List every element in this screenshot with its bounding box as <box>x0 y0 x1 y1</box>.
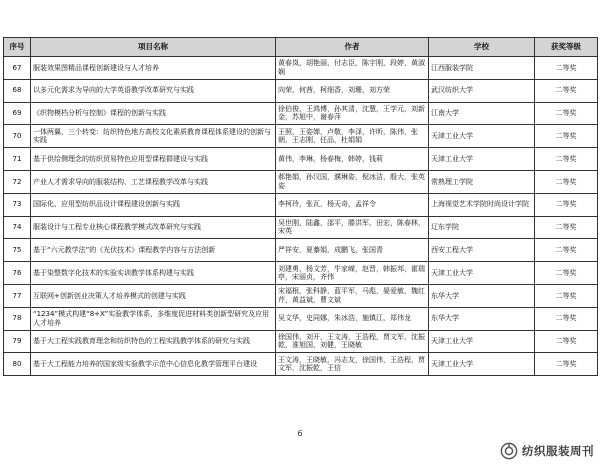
authors: 严祥安，夏蓁娟，成鹏飞，张国青 <box>276 239 429 262</box>
award-level: 二等奖 <box>535 262 598 285</box>
table-row <box>4 57 598 80</box>
school: 天津工业大学 <box>429 353 535 376</box>
row-number: 71 <box>4 148 31 171</box>
row-number: 67 <box>4 57 31 80</box>
authors: 黄伟，李琳，杨春梅，韩婷，钱莉 <box>276 148 429 171</box>
award-level: 二等奖 <box>535 170 598 193</box>
school: 天津工业大学 <box>429 330 535 353</box>
row-number: 72 <box>4 170 31 193</box>
table-row <box>4 307 598 330</box>
authors: 刘建勇，杨文芳，牛家嵘，赵晋，韩振邦，霍瑞亭，宋丽贞，齐伟 <box>276 262 429 285</box>
header-school: 学校 <box>429 38 535 57</box>
table-row <box>4 330 598 353</box>
header-row <box>4 38 598 57</box>
authors: 吴文华，史同娜，朱冰浩，施镇江，郑伟龙 <box>276 307 429 330</box>
row-number: 73 <box>4 193 31 216</box>
school: 上海视觉艺术学院时尚设计学院 <box>429 193 535 216</box>
wechat-official-account-icon <box>500 442 518 460</box>
award-level: 二等奖 <box>535 353 598 376</box>
table-row <box>4 353 598 376</box>
school: 江西服装学院 <box>429 57 535 80</box>
school: 辽东学院 <box>429 216 535 239</box>
school: 天津工业大学 <box>429 148 535 171</box>
table-header <box>4 38 598 57</box>
watermark-text: 纺织服装周刊 <box>522 444 594 458</box>
school: 常熟理工学院 <box>429 170 535 193</box>
project-title: 以多元化需求为导向的大学英语教学改革研究与实践 <box>31 79 276 102</box>
row-number: 74 <box>4 216 31 239</box>
table-row <box>4 284 598 307</box>
row-number: 77 <box>4 284 31 307</box>
award-level: 二等奖 <box>535 102 598 125</box>
authors: 向荣，何茜，柯细香，刘珊，刘方荣 <box>276 79 429 102</box>
table-row <box>4 193 598 216</box>
project-title: 《织物模档分析与控制》课程的创新与实践 <box>31 102 276 125</box>
table-row <box>4 216 598 239</box>
table-row <box>4 148 598 171</box>
authors: 宋福根，张科静，蓝平军，马彪，晏爱敏，魏红芹，黄益斌，曹文斌 <box>276 284 429 307</box>
authors: 王文涛，王晓敏，冯志友，徐国伟，王浩程，贾文军，沈振乾，王信 <box>276 353 429 376</box>
table-row <box>4 125 598 148</box>
awards-table <box>3 37 598 376</box>
project-title: 基于染整数字化技术的实验实训教学体系构建与实践 <box>31 262 276 285</box>
authors: 徐国伟，刘开，王文涛，王浩程，贾文军，沈振乾，准旭国，刘健，王晓敏 <box>276 330 429 353</box>
authors: 黄春岚，胡艳丽，付志臣，陈宇刚，段婷，黄淑娴 <box>276 57 429 80</box>
project-title: 服装效果图精品课程创新建设与人才培养 <box>31 57 276 80</box>
project-title: 服装设计与工程专业核心课程教学模式改革研究与实践 <box>31 216 276 239</box>
table-row <box>4 102 598 125</box>
school: 西安工程大学 <box>429 239 535 262</box>
school: 东华大学 <box>429 307 535 330</box>
row-number: 80 <box>4 353 31 376</box>
project-title: 基于大工程实践教育理念和纺织特色的工程实践教学体系的研究与实践 <box>31 330 276 353</box>
authors: 徐伯俊，王鸿博，孙其清，沈慧，王学元，刘新金，苏旭中，谢春萍 <box>276 102 429 125</box>
school: 武汉纺织大学 <box>429 79 535 102</box>
project-title: 产业人才需求导向的服装结构、工艺课程教学改革与实践 <box>31 170 276 193</box>
table-row <box>4 239 598 262</box>
school: 天津工业大学 <box>429 262 535 285</box>
table-row <box>4 79 598 102</box>
authors: 郝艳娟，孙汉国，濮琳姿，倪冰洁，殷大，张英姿 <box>276 170 429 193</box>
award-level: 二等奖 <box>535 193 598 216</box>
school: 天津工业大学 <box>429 125 535 148</box>
table-row <box>4 262 598 285</box>
project-title: 基于大工程能力培养的国家级实验教学示范中心信息化教学管理平台建设 <box>31 353 276 376</box>
row-number: 68 <box>4 79 31 102</box>
watermark <box>500 442 594 460</box>
project-title: 基于供给侧理念的纺织贸易特色应用型课程群建设与实践 <box>31 148 276 171</box>
header-level: 获奖等级 <box>535 38 598 57</box>
authors: 王照，王姿婵，卢敬，李泽，许昕，陈伟，张朝，王志刚，任品，杜娟娟 <box>276 125 429 148</box>
row-number: 70 <box>4 125 31 148</box>
award-level: 二等奖 <box>535 57 598 80</box>
header-authors: 作者 <box>276 38 429 57</box>
row-number: 75 <box>4 239 31 262</box>
row-number: 78 <box>4 307 31 330</box>
award-level: 二等奖 <box>535 239 598 262</box>
project-title: 一体两翼，三个转变：纺织特色地方高校文化素质教育课程体系建设的创新与实践 <box>31 125 276 148</box>
project-title: 互联网+创新创业决策人才培养模式的创建与实践 <box>31 284 276 307</box>
award-level: 二等奖 <box>535 330 598 353</box>
school: 东华大学 <box>429 284 535 307</box>
table-row <box>4 170 598 193</box>
award-level: 二等奖 <box>535 284 598 307</box>
row-number: 76 <box>4 262 31 285</box>
header-title: 项目名称 <box>31 38 276 57</box>
award-level: 二等奖 <box>535 216 598 239</box>
authors: 吴世刚，陆鑫，邵平，滕洪军，田宏，陈春林，宋英 <box>276 216 429 239</box>
header-no: 序号 <box>4 38 31 57</box>
project-title: 基于“六元教学法”的《光伏技术》课程教学内容与方法创新 <box>31 239 276 262</box>
project-title: “1234”模式构建“8+X”实验教学体系，多维度促进材料类创新型研究及应用人才培养 <box>31 307 276 330</box>
row-number: 79 <box>4 330 31 353</box>
project-title: 国际化、应用型纺织品设计课程建设创新与实践 <box>31 193 276 216</box>
award-level: 二等奖 <box>535 148 598 171</box>
award-level: 二等奖 <box>535 125 598 148</box>
row-number: 69 <box>4 102 31 125</box>
award-level: 二等奖 <box>535 307 598 330</box>
authors: 李柯玲，张瓦，杨天奇，孟祥令 <box>276 193 429 216</box>
school: 江南大学 <box>429 102 535 125</box>
page-number: 6 <box>297 429 303 438</box>
award-level: 二等奖 <box>535 79 598 102</box>
